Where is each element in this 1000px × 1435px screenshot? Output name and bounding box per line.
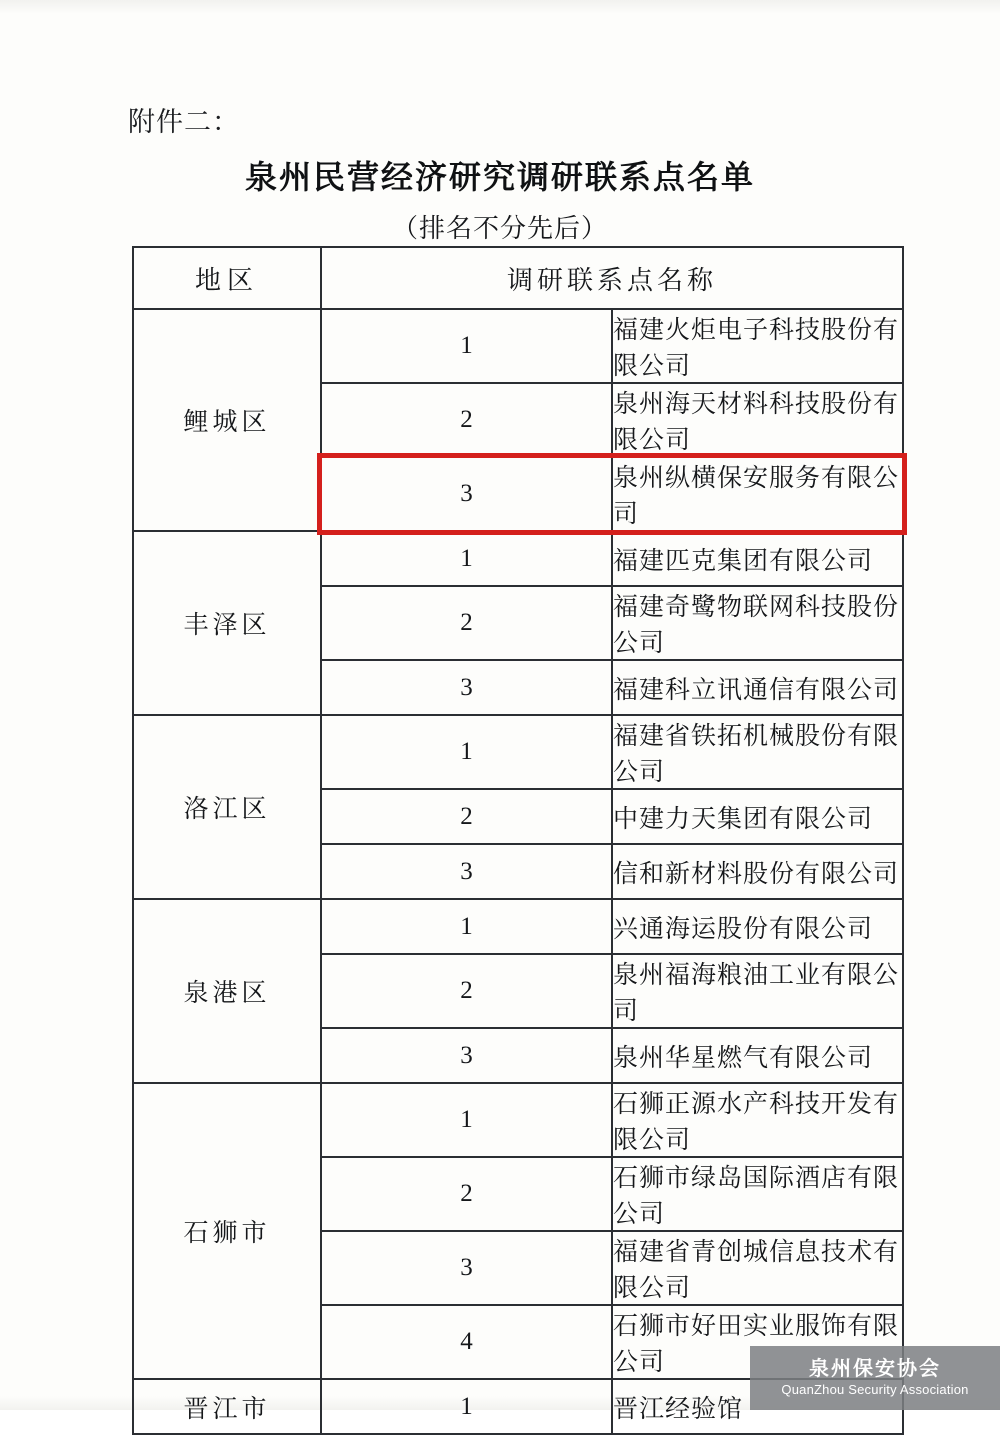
table-row — [133, 899, 903, 954]
entry-index-cell: 4 — [321, 1305, 612, 1379]
entry-name-cell: 石狮市绿岛国际酒店有限公司 — [612, 1157, 903, 1231]
region-cell: 鲤城区 — [133, 309, 321, 531]
entry-name-cell: 福建科立讯通信有限公司 — [612, 660, 903, 715]
entry-index-cell: 3 — [321, 844, 612, 899]
entry-name-cell: 泉州福海粮油工业有限公司 — [612, 954, 903, 1028]
entry-index-cell: 3 — [321, 1028, 612, 1083]
entry-index-cell: 2 — [321, 586, 612, 660]
entry-index-cell: 2 — [321, 1157, 612, 1231]
entry-name-cell: 福建省铁拓机械股份有限公司 — [612, 715, 903, 789]
entry-index-cell: 2 — [321, 383, 612, 457]
entry-index-cell: 3 — [321, 457, 612, 531]
column-header-region: 地区 — [133, 247, 321, 309]
contact-points-table — [132, 246, 904, 1435]
table-body — [133, 309, 903, 1434]
entry-index-cell: 2 — [321, 954, 612, 1028]
entry-index-cell: 1 — [321, 1379, 612, 1434]
entry-index-cell: 3 — [321, 660, 612, 715]
watermark — [750, 1346, 1000, 1410]
attachment-label: 附件二： — [128, 107, 240, 137]
entry-name-cell: 福建省青创城信息技术有限公司 — [612, 1231, 903, 1305]
entry-index-cell: 1 — [321, 715, 612, 789]
entry-name-cell: 泉州华星燃气有限公司 — [612, 1028, 903, 1083]
entry-index-cell: 3 — [321, 1231, 612, 1305]
table-header-row — [133, 247, 903, 309]
entry-name-cell: 石狮正源水产科技开发有限公司 — [612, 1083, 903, 1157]
entry-name-cell: 福建匹克集团有限公司 — [612, 531, 903, 586]
entry-name-cell: 兴通海运股份有限公司 — [612, 899, 903, 954]
entry-name-cell: 泉州纵横保安服务有限公司 — [612, 457, 903, 531]
page-subtitle: （排名不分先后） — [391, 214, 608, 243]
entry-name-cell: 泉州海天材料科技股份有限公司 — [612, 383, 903, 457]
paper-edge-top — [0, 0, 1000, 14]
entry-index-cell: 1 — [321, 531, 612, 586]
entry-name-cell: 信和新材料股份有限公司 — [612, 844, 903, 899]
entry-name-cell: 福建火炬电子科技股份有限公司 — [612, 309, 903, 383]
region-cell: 晋江市 — [133, 1379, 321, 1434]
region-cell: 洛江区 — [133, 715, 321, 899]
entry-index-cell: 2 — [321, 789, 612, 844]
table-row — [133, 531, 903, 586]
table-row — [133, 309, 903, 383]
entry-name-cell: 晋江经验馆 — [612, 1379, 903, 1434]
page-title: 泉州民营经济研究调研联系点名单 — [244, 159, 755, 195]
contact-points-table-wrap — [132, 246, 904, 1435]
entry-name-cell: 石狮市好田实业服饰有限公司 — [612, 1305, 903, 1379]
region-cell: 泉港区 — [133, 899, 321, 1083]
entry-name-cell: 福建奇鹭物联网科技股份公司 — [612, 586, 903, 660]
region-cell: 石狮市 — [133, 1083, 321, 1379]
table-row — [133, 715, 903, 789]
column-header-name: 调研联系点名称 — [321, 247, 903, 309]
entry-name-cell: 中建力天集团有限公司 — [612, 789, 903, 844]
watermark-english-text: QuanZhou Security Association — [781, 1381, 969, 1397]
region-cell: 丰泽区 — [133, 531, 321, 715]
entry-index-cell: 1 — [321, 899, 612, 954]
watermark-chinese-text: 泉州保安协会 — [809, 1357, 941, 1380]
entry-index-cell: 1 — [321, 1083, 612, 1157]
table-header — [133, 247, 903, 309]
table-row — [133, 1083, 903, 1157]
entry-index-cell: 1 — [321, 309, 612, 383]
